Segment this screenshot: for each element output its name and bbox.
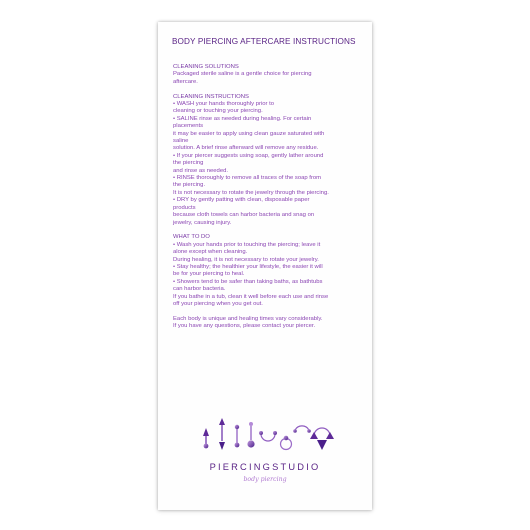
instruction-section <box>173 316 363 331</box>
section-gap <box>170 308 360 315</box>
instruction-line: During healing, it is not necessary to rotate your jewelry. <box>173 256 319 263</box>
instruction-line: because cloth towels can harbor bacteria and snag on <box>173 212 315 219</box>
captive-ring-icon <box>281 436 292 450</box>
instruction-line: • DRY by gently patting with clean, disposable paper <box>173 197 310 204</box>
instruction-section <box>173 234 363 308</box>
instruction-line: off your piercing when you get out. <box>173 300 263 307</box>
brand-tagline: body piercing <box>243 476 287 483</box>
instruction-line: • Wash your hands prior to touching the piercing; leave it <box>173 241 321 248</box>
section-gap <box>170 227 360 234</box>
horseshoe-icon <box>293 426 311 433</box>
jewelry-illustration <box>198 406 338 452</box>
instruction-line: • WASH your hands thoroughly prior to <box>173 101 275 108</box>
long-spike-icon <box>219 418 225 450</box>
instruction-line: the piercing <box>173 160 204 167</box>
instruction-line: alone except when cleaning. <box>173 249 248 256</box>
navel-barbell-icon <box>247 422 254 448</box>
instruction-line: It is not necessary to rotate the jewelry through the piercing. <box>173 189 329 196</box>
instruction-line: Each body is unique and healing times vary considerably. <box>173 315 323 322</box>
instruction-line: can harbor bacteria. <box>173 286 226 293</box>
instruction-line: cleaning or touching your piercing. <box>173 108 263 115</box>
spike-horseshoe-icon <box>310 428 334 450</box>
instruction-line: • Showers tend to be safer than taking baths, as bathtubs <box>173 278 323 285</box>
section-gap <box>170 86 360 93</box>
spike-barbell-icon <box>203 428 209 448</box>
instruction-line: solution. A brief rinse afterward will remove any residue. <box>173 145 319 152</box>
section-heading: CLEANING SOLUTIONS <box>173 64 239 70</box>
brand-name: PIERCINGSTUDIO <box>209 462 321 472</box>
curved-barbell-icon <box>259 431 277 441</box>
instructions-body <box>170 64 360 331</box>
instruction-line: saline <box>173 138 189 145</box>
instruction-line: If you have any questions, please contact your piercer. <box>173 323 316 330</box>
instruction-line: products <box>173 204 196 211</box>
instruction-line: Packaged sterile saline is a gentle choice for piercing <box>173 71 312 78</box>
instruction-line: If you bathe in a tub, clean it well before each use and rinse <box>173 293 329 300</box>
instruction-line: • Stay healthy; the healthier your lifestyle, the easier it will <box>173 263 323 270</box>
instruction-line: • SALINE rinse as needed during healing. For certain <box>173 115 312 122</box>
instruction-line: jewelry, causing injury. <box>173 219 232 226</box>
instruction-line: • If your piercer suggests using soap, gently lather around <box>173 152 324 159</box>
instruction-line: be for your piercing to heal. <box>173 271 245 278</box>
instruction-line: aftercare. <box>173 78 198 85</box>
instruction-section <box>173 94 363 227</box>
aftercare-card <box>158 22 372 510</box>
section-heading: CLEANING INSTRUCTIONS <box>173 93 249 100</box>
instruction-line: • RINSE thoroughly to remove all traces of the soap from <box>173 175 322 182</box>
instruction-line: and rinse as needed. <box>173 167 229 174</box>
instruction-line: it may be easier to apply using clean gauze saturated with <box>173 130 325 137</box>
straight-barbell-icon <box>235 425 240 448</box>
instruction-line: the piercing. <box>173 182 206 189</box>
instruction-line: placements <box>173 123 204 130</box>
section-heading: WHAT TO DO <box>173 234 210 241</box>
card-title: BODY PIERCING AFTERCARE INSTRUCTIONS <box>172 37 356 46</box>
instruction-section <box>173 64 363 86</box>
